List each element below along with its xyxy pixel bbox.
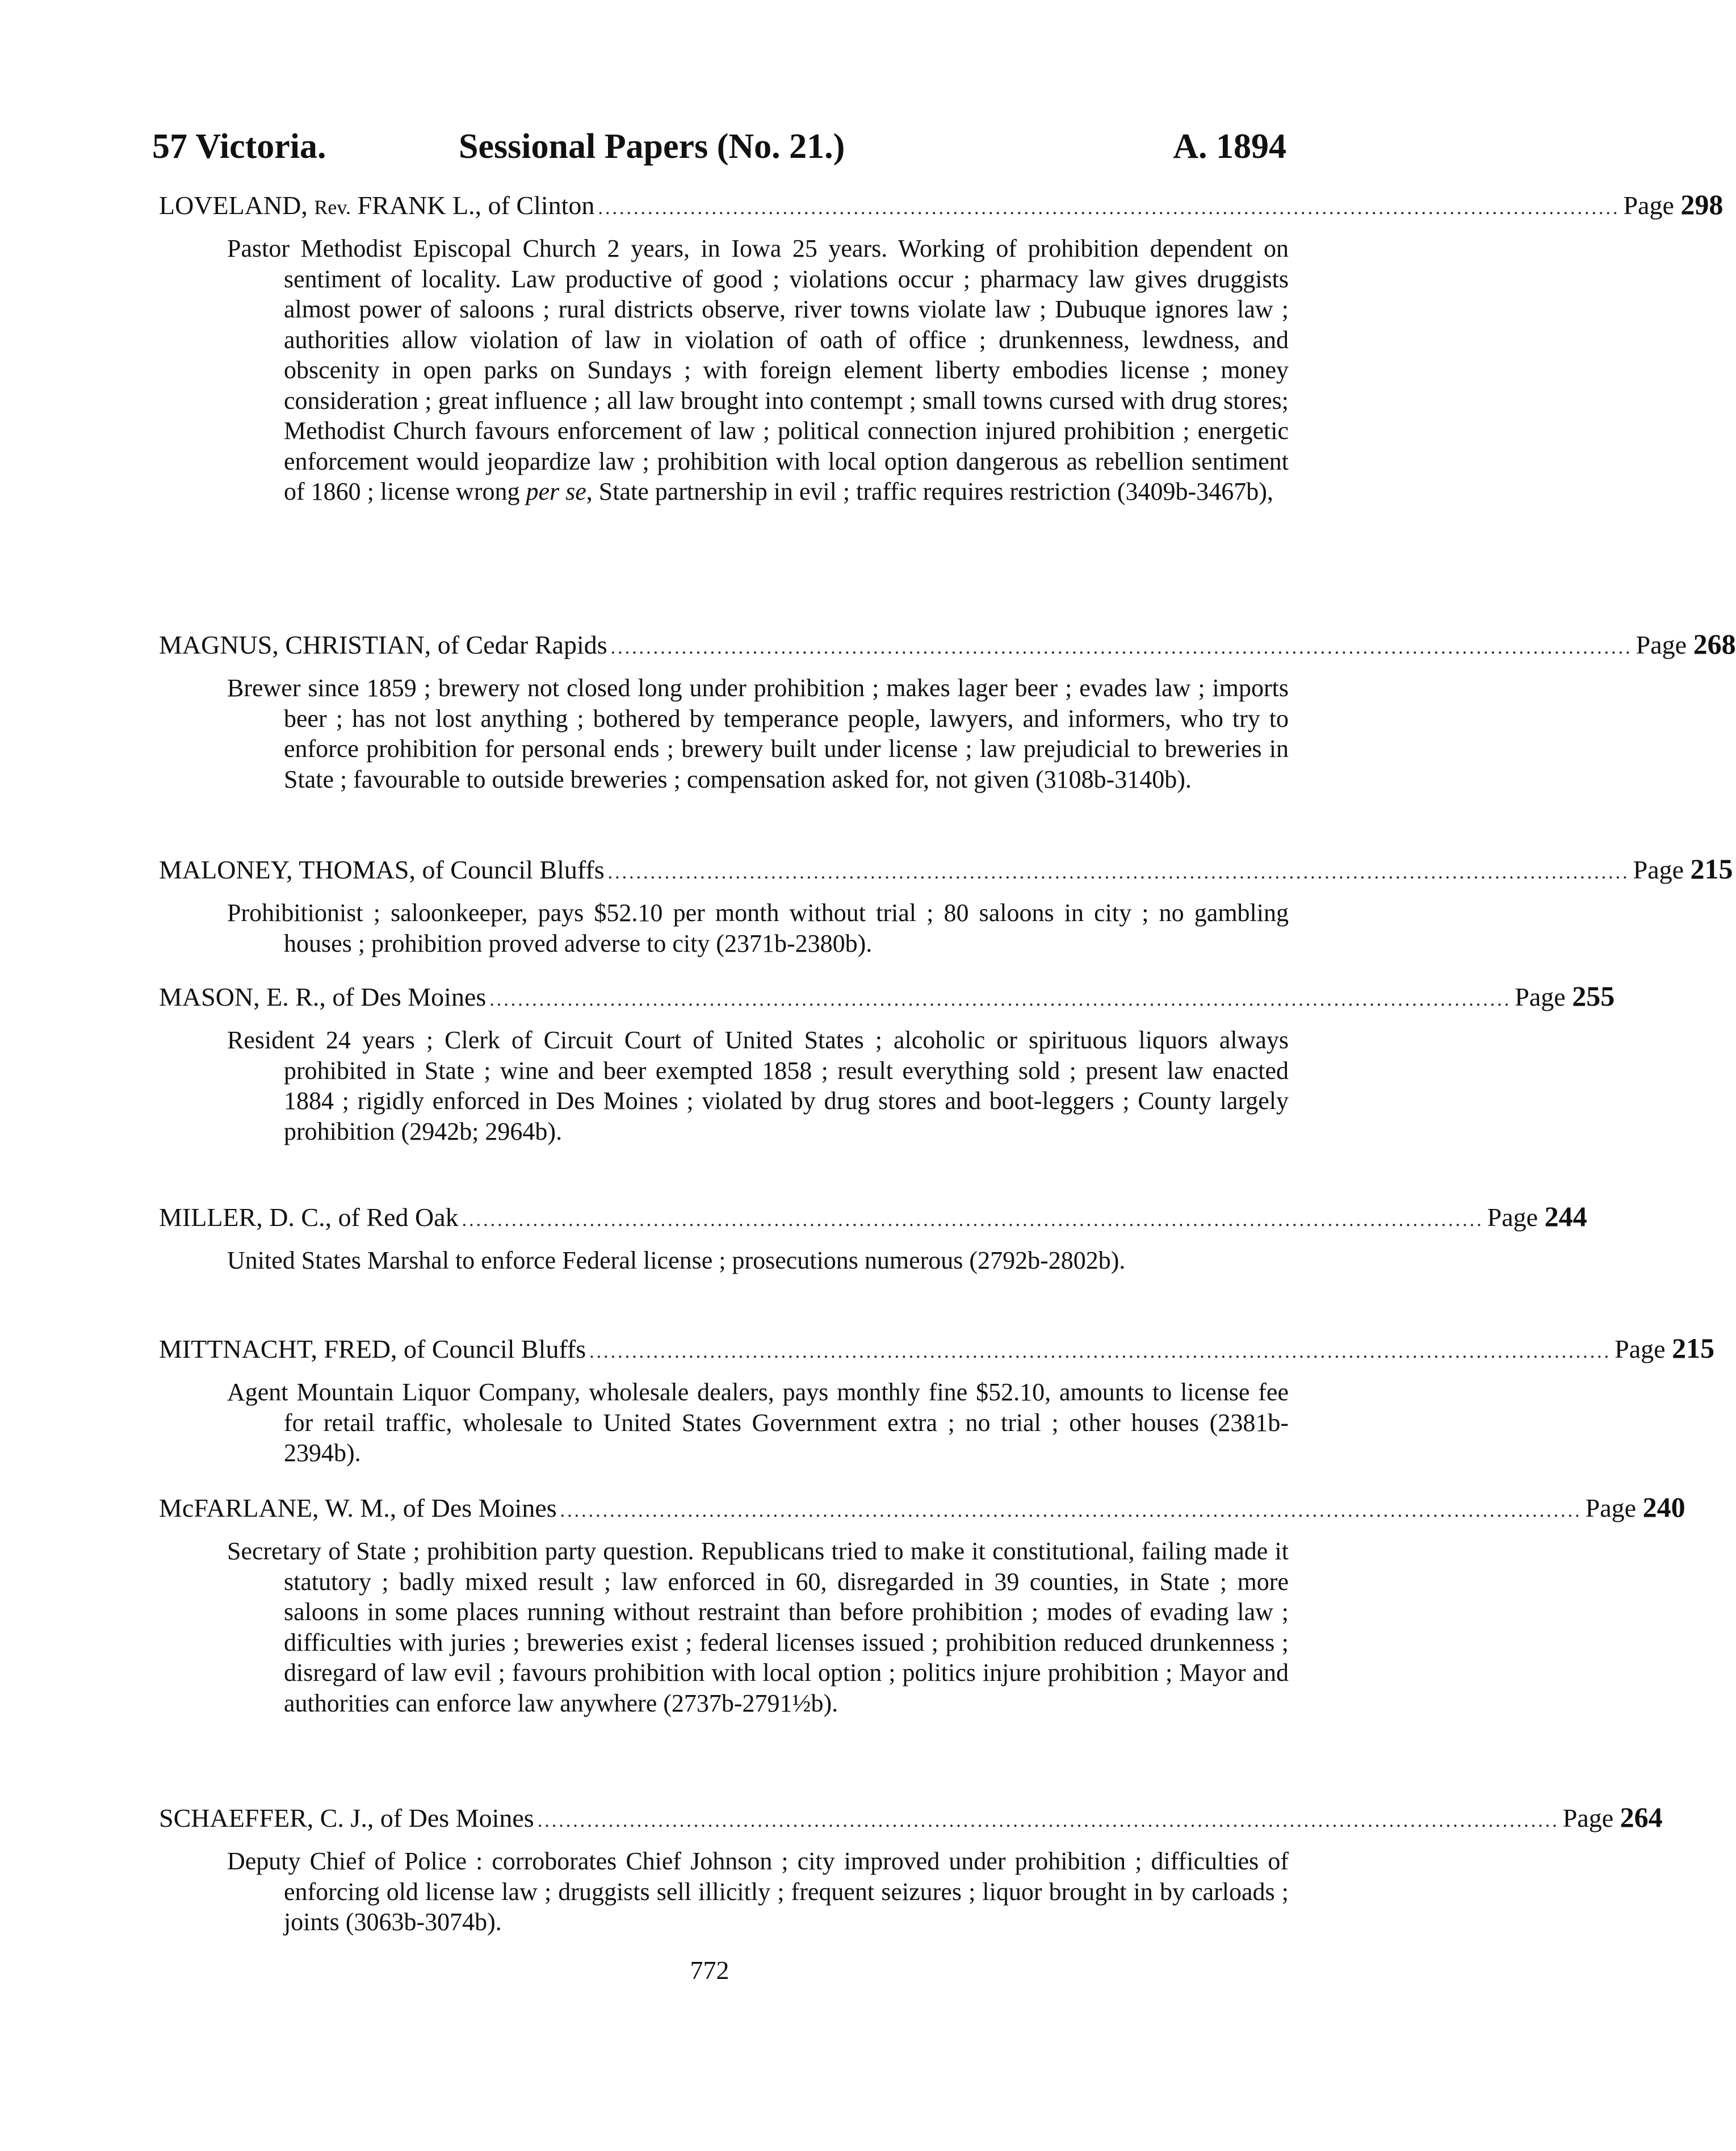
dot-leader: ................................................................................................................................................ — [462, 1210, 1484, 1231]
page-number: 240 — [1642, 1491, 1685, 1523]
index-entry-miller — [159, 1199, 1587, 1276]
folio-page-number: 772 — [690, 1956, 729, 1985]
page-reference: Page 244 — [1487, 1200, 1587, 1232]
page-reference: Page 240 — [1585, 1491, 1685, 1523]
header-year: A. 1894 — [1173, 127, 1286, 166]
entry-heading — [159, 1490, 1685, 1528]
entry-heading — [159, 187, 1724, 225]
entry-name: MAGNUS, CHRISTIAN, of Cedar Rapids — [159, 630, 607, 659]
page-reference: Page 268 — [1636, 628, 1736, 660]
index-entry-mason — [159, 979, 1615, 1146]
entry-summary: Agent Mountain Liquor Company, wholesale dealers, pays monthly fine $52.10, amounts to license fee for retail traffic, wholesale to United States Government extra ; no trial ; other houses (2381b-2394b). — [227, 1378, 1289, 1467]
entry-name: MASON, E. R., of Des Moines — [159, 982, 487, 1011]
index-entry-magnus — [159, 627, 1736, 794]
page-reference: Page 264 — [1562, 1801, 1663, 1833]
page-number: 244 — [1544, 1200, 1587, 1232]
header-volume: 57 Victoria. — [152, 127, 326, 166]
page-reference: Page 298 — [1623, 189, 1724, 220]
entry-summary: Prohibitionist ; saloonkeeper, pays $52.10 per month without trial ; 80 saloons in city ; no gambling houses ; prohibition proved adverse to city (2371b-2380b). — [227, 899, 1289, 957]
entry-name: MALONEY, THOMAS, of Council Bluffs — [159, 855, 605, 884]
entry-name: MILLER, D. C., of Red Oak — [159, 1203, 459, 1232]
entry-summary: Deputy Chief of Police : corroborates Chief Johnson ; city improved under prohibition ; difficulties of enforcing old license law ; druggists sell illicitly ; frequent seizures ; liquor brought in by carloads ; joints (3063b-3074b). — [227, 1847, 1289, 1936]
dot-leader: ................................................................................................................................................ — [489, 989, 1512, 1010]
dot-leader: ................................................................................................................................................ — [589, 1341, 1612, 1362]
entry-summary: Secretary of State ; prohibition party question. Republicans tried to make it constitutional, failing made it statutory ; badly mixed result ; law enforced in 60, disregarded in 39 counties, in State ; more saloons in some places running without restraint than before prohibition ; modes of evading law ; difficulties with juries ; breweries exist ; federal licenses issued ; prohibition reduced drunkenness ; disregard of law evil ; favours prohibition with local option ; politics injure prohibition ; Mayor and authorities can enforce law anywhere (2737b-2791½b). — [227, 1537, 1289, 1717]
dot-leader: ................................................................................................................................................ — [607, 862, 1630, 883]
entry-summary: Pastor Methodist Episcopal Church 2 years, in Iowa 25 years. Working of prohibition dependent on sentiment of locality. Law productive of good ; violations occur ; pharmacy law gives druggists almost power of saloons ; rural districts observe, river towns violate law ; Dubuque ignores law ; authorities allow violation of law in violation of oath of office ; drunkenness, lewdness, and obscenity in open parks on Sundays ; with foreign element liberty embodies license ; money consideration ; great influence ; all law brought into contempt ; small towns cursed with drug stores; Methodist Church favours enforcement of law ; political connection injured prohibition ; energetic enforcement would jeopardize law ; prohibition with local option dangerous as rebellion sentiment of 1860 ; license wrong per se, State partnership in evil ; traffic requires restriction (3409b-3467b), — [227, 235, 1289, 505]
entry-heading — [159, 627, 1736, 665]
page-number: 268 — [1693, 628, 1736, 660]
entry-heading — [159, 1199, 1587, 1237]
entry-heading — [159, 852, 1733, 890]
page-reference: Page 215 — [1615, 1332, 1715, 1364]
header-title: Sessional Papers (No. 21.) — [459, 127, 845, 166]
index-entry-mcfarlane — [159, 1490, 1685, 1718]
dot-leader: ................................................................................................................................................ — [610, 637, 1633, 658]
page-number: 215 — [1672, 1332, 1715, 1364]
page-number: 264 — [1620, 1801, 1663, 1833]
index-entry-maloney — [159, 852, 1733, 959]
running-header — [152, 124, 1286, 169]
entry-name: MITTNACHT, FRED, of Council Bluffs — [159, 1334, 586, 1363]
entry-heading — [159, 1800, 1663, 1838]
dot-leader: ................................................................................................................................................ — [537, 1810, 1559, 1831]
entry-name: SCHAEFFER, C. J., of Des Moines — [159, 1803, 534, 1832]
index-entry-mittnacht — [159, 1331, 1715, 1468]
dot-leader: ................................................................................................................................................ — [598, 198, 1620, 219]
index-entry-schaeffer — [159, 1800, 1663, 1937]
page-number: 215 — [1690, 853, 1733, 885]
entry-summary: Resident 24 years ; Clerk of Circuit Court of United States ; alcoholic or spirituous liquors always prohibited in State ; wine and beer exempted 1858 ; result everything sold ; present law enacted 1884 ; rigidly enforced in Des Moines ; violated by drug stores and boot-leggers ; County largely prohibition (2942b; 2964b). — [227, 1026, 1289, 1145]
italic-phrase: per se — [526, 478, 586, 505]
entry-name: McFARLANE, W. M., of Des Moines — [159, 1493, 557, 1522]
page-reference: Page 215 — [1633, 853, 1733, 885]
index-entry-loveland — [159, 187, 1724, 507]
entry-name: LOVELAND, Rev. FRANK L., of Clinton — [159, 191, 595, 220]
dot-leader: ................................................................................................................................................ — [560, 1500, 1582, 1521]
entry-title-abbr: Rev. — [314, 196, 351, 219]
entry-summary: Brewer since 1859 ; brewery not closed long under prohibition ; makes lager beer ; evades law ; imports beer ; has not lost anything ; bothered by temperance people, lawyers, and informers, who try to enforce prohibition for personal ends ; brewery built under license ; law prejudicial to breweries in State ; favourable to outside breweries ; compensation asked for, not given (3108b-3140b). — [227, 674, 1289, 793]
page-number: 255 — [1572, 980, 1615, 1012]
page-reference: Page 255 — [1515, 980, 1615, 1012]
entry-heading — [159, 979, 1615, 1017]
page-number: 298 — [1680, 189, 1724, 220]
entry-summary: United States Marshal to enforce Federal license ; prosecutions numerous (2792b-2802b). — [227, 1246, 1126, 1274]
entry-heading — [159, 1331, 1715, 1369]
